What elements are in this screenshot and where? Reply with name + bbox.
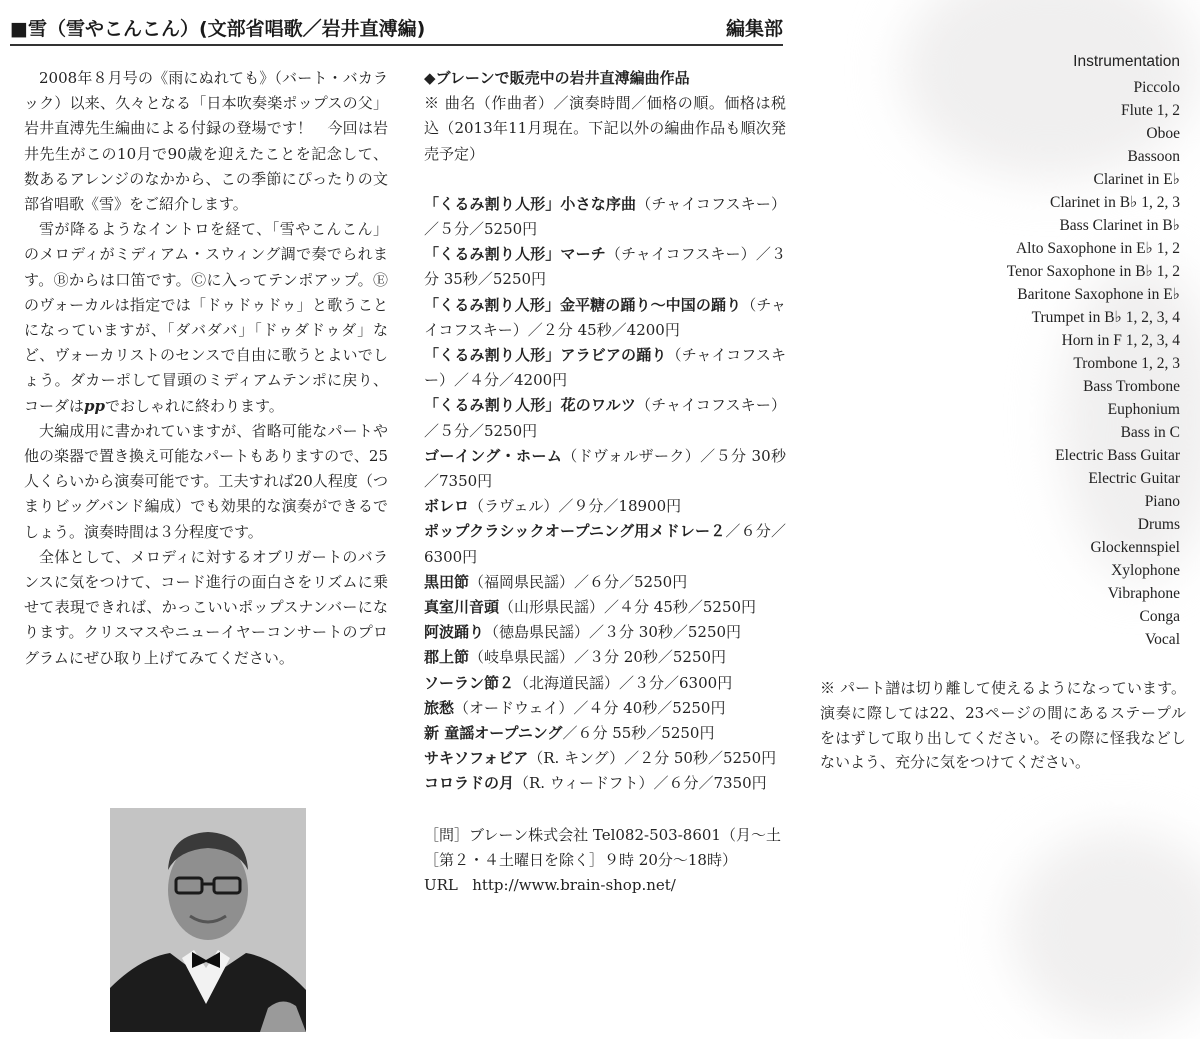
article-paragraph	[24, 217, 388, 419]
instrument-item: Drums	[1137, 516, 1180, 533]
work-title: ボレロ	[424, 497, 470, 516]
article-text: 雪が降るようなイントロを経て、「雪やこんこん」のメロディがミディアム・スウィング調で奏でられます。Ⓑからは口笛です。Ⓒに入ってテンポアップ。Ⓔのヴォーカルは指定では「ドゥドゥドゥ」と歌うことになっていますが、「ダバダバ」「ドゥダドゥダ」など、ヴォーカリストのセンスで自由に歌うとよいでしょう。ダカーポして冒頭のミディアムテンポに戻り、コーダは	[24, 220, 388, 415]
work-title: ソーラン節２	[424, 673, 515, 692]
instrument-item: Horn in F 1, 2, 3, 4	[1061, 332, 1180, 349]
instrument-item: Xylophone	[1111, 562, 1180, 579]
editor-credit: 編集部	[725, 18, 783, 40]
work-title: コロラドの月	[424, 774, 515, 793]
work-title: ポップクラシックオープニング用メドレー２	[424, 522, 726, 541]
works-column	[424, 66, 786, 898]
work-title: 「くるみ割り人形」金平糖の踊り〜中国の踊り	[424, 295, 742, 314]
shop-url-link[interactable]: http://www.brain-shop.net/	[472, 876, 676, 895]
work-title: 郡上節	[424, 648, 470, 667]
background-texture	[1010, 830, 1200, 1030]
portrait-photo	[110, 808, 306, 1032]
instrument-item: Glockennspiel	[1090, 539, 1180, 556]
work-detail: （徳島県民謡）／３分 30秒／5250円	[484, 623, 742, 642]
work-detail: （オードウェイ）／４分 40秒／5250円	[454, 698, 726, 717]
work-detail: （チャイコフスキー）／５分／5250円	[424, 194, 786, 239]
instrument-item: Euphonium	[1107, 401, 1180, 418]
work-item	[424, 620, 786, 645]
article-header	[10, 8, 783, 46]
instrument-item: Vibraphone	[1107, 585, 1180, 602]
work-item	[424, 721, 786, 746]
url-label: URL	[424, 876, 458, 895]
work-detail: ／６分／6300円	[424, 522, 786, 566]
instrument-item: Clarinet in B♭ 1, 2, 3	[1049, 194, 1180, 211]
work-item	[424, 393, 786, 443]
url-line	[424, 873, 786, 898]
article-paragraph: 大編成用に書かれていますが、省略可能なパートや他の楽器で置き換え可能なパートもありますので、25人くらいから演奏可能です。工夫すれば20人程度（つまりビッグバンド編成）でも効果的な演奏ができるでしょう。演奏時間は３分程度です。	[24, 421, 388, 541]
works-list	[424, 192, 786, 797]
works-heading: ◆ブレーンで販売中の岩井直溥編曲作品	[424, 69, 690, 87]
instrument-item: Electric Bass Guitar	[1055, 447, 1180, 464]
instrument-item: Bass in C	[1120, 424, 1180, 441]
work-title: 「くるみ割り人形」花のワルツ	[424, 396, 637, 415]
instrument-item: Bass Trombone	[1083, 378, 1180, 395]
work-title: 阿波踊り	[424, 623, 485, 642]
instrument-item: Bass Clarinet in B♭	[1059, 217, 1180, 234]
article-paragraph: 2008年８月号の《雨にぬれても》（バート・バカラック）以来、久々となる「日本吹奏楽ポップスの父」岩井直溥先生編曲による付録の登場です！ 今回は岩井先生がこの10月で90歳を迎えたことを記念して、数あるアレンジのなかから、この季節にぴったりの文部省唱歌《雪》をご紹介します。	[24, 69, 388, 214]
work-item	[424, 293, 786, 343]
work-item	[424, 771, 786, 796]
work-title: 黒田節	[424, 572, 470, 591]
instrumentation-list	[930, 52, 1180, 651]
work-detail: （ドヴォルザーク）／５分 30秒／7350円	[424, 446, 787, 491]
work-detail: （チャイコフスキー）／３分 35秒／5250円	[424, 245, 786, 289]
work-title: サキソフォビア	[424, 749, 529, 768]
instrument-item: Baritone Saxophone in E♭	[1017, 286, 1180, 303]
work-item	[424, 494, 786, 519]
work-detail: （岐阜県民謡）／３分 20秒／5250円	[469, 648, 727, 667]
work-title: 「くるみ割り人形」マーチ	[424, 245, 606, 264]
work-title: 「くるみ割り人形」小さな序曲	[424, 194, 637, 213]
work-detail: （北海道民謡）／３分／6300円	[514, 673, 733, 692]
portrait-illustration	[110, 808, 306, 1032]
work-item	[424, 595, 786, 620]
work-detail: ／６分 55秒／5250円	[562, 724, 715, 743]
work-title: 新 童謡オープニング	[424, 724, 563, 743]
work-item	[424, 519, 786, 569]
instrument-item: Electric Guitar	[1088, 470, 1180, 487]
work-item	[424, 696, 786, 721]
article-text: でおしゃれに終わります。	[105, 396, 284, 415]
work-title: 真室川音頭	[424, 598, 500, 617]
instrument-item: Trombone 1, 2, 3	[1073, 355, 1180, 372]
work-detail: （R. キング）／２分 50秒／5250円	[528, 749, 777, 768]
instrument-item: Flute 1, 2	[1121, 102, 1180, 119]
work-item	[424, 671, 786, 696]
instrument-item: Conga	[1139, 608, 1180, 625]
instrument-item: Piccolo	[1133, 79, 1180, 96]
instrument-item: Alto Saxophone in E♭ 1, 2	[1015, 240, 1180, 257]
instrument-item: Piano	[1144, 493, 1180, 510]
work-title: 「くるみ割り人形」アラビアの踊り	[424, 346, 667, 365]
work-item	[424, 192, 786, 242]
instrument-item: Oboe	[1146, 125, 1180, 142]
work-detail: （チャイコフスキー）／５分／5250円	[424, 396, 786, 440]
works-note: ※ 曲名（作曲者）／演奏時間／価格の順。価格は税込（2013年11月現在。下記以外の編曲作品も順次発売予定）	[424, 94, 786, 163]
dynamic-mark: pp	[84, 396, 105, 415]
instrument-item: Vocal	[1144, 631, 1180, 648]
work-item	[424, 242, 786, 292]
work-title: 旅愁	[424, 698, 455, 717]
instrument-item: Trumpet in B♭ 1, 2, 3, 4	[1031, 309, 1180, 326]
work-item	[424, 570, 786, 595]
work-item	[424, 746, 786, 771]
contact-info: ［問］ブレーン株式会社 Tel082-503-8601（月〜土［第２・４土曜日を除く］９時 20分〜18時）	[424, 825, 781, 869]
instrument-item: Bassoon	[1127, 148, 1180, 165]
work-detail: （ラヴェル）／９分／18900円	[469, 497, 682, 516]
work-item	[424, 444, 786, 494]
work-detail: （R. ウィードフト）／６分／7350円	[514, 774, 767, 793]
article-body	[24, 66, 388, 671]
work-detail: （チャイコフスキー）／４分／4200円	[424, 346, 786, 390]
parts-note: ※ パート譜は切り離して使えるようになっています。演奏に際しては22、23ページの間にあるステープルをはずして取り出してください。その際に怪我などしないよう、充分に気をつけてください。	[820, 679, 1186, 772]
instrument-item: Clarinet in E♭	[1093, 171, 1180, 188]
article-paragraph: 全体として、メロディに対するオブリガートのバランスに気をつけて、コード進行の面白さをリズムに乗せて表現できれば、かっこいいポップスナンバーになります。クリスマスやニューイヤーコンサートのプログラムにぜひ取り上げてみてください。	[24, 547, 388, 667]
instrument-item: Tenor Saxophone in B♭ 1, 2	[1006, 263, 1180, 280]
instrumentation-heading: Instrumentation	[1073, 53, 1180, 70]
article-title: ■雪（雪やこんこん）(文部省唱歌／岩井直溥編)	[10, 18, 426, 40]
work-detail: （チャイコフスキー）／２分 45秒／4200円	[424, 295, 786, 339]
work-item	[424, 645, 786, 670]
work-title: ゴーイング・ホーム	[424, 446, 563, 465]
work-detail: （福岡県民謡）／６分／5250円	[469, 572, 688, 591]
work-detail: （山形県民謡）／４分 45秒／5250円	[499, 598, 757, 617]
work-item	[424, 343, 786, 393]
